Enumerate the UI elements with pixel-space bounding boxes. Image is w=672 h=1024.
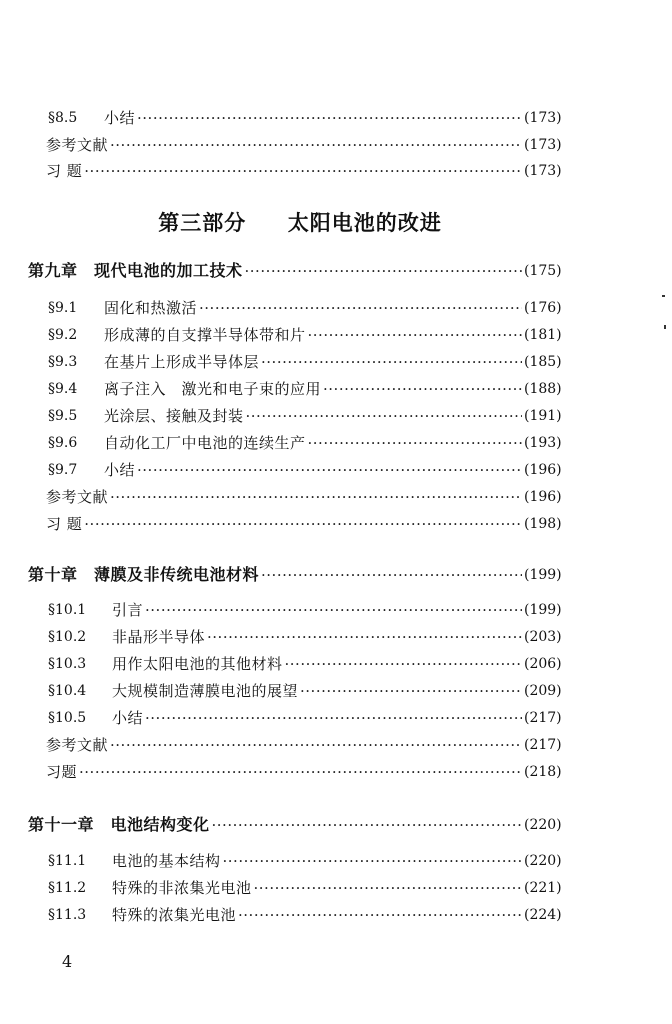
entry-title: 用作太阳电池的其他材料: [112, 655, 283, 673]
leader-dots: [112, 903, 522, 927]
entry-title: 特殊的浓集光电池: [112, 906, 237, 924]
entry-title: 自动化工厂中电池的连续生产: [104, 434, 306, 452]
toc-misc-row: [0, 133, 672, 157]
leader-dots: [46, 760, 522, 784]
entry-title: 参考文献: [46, 488, 109, 506]
leader-dots: [104, 377, 522, 401]
toc-misc-row: [0, 512, 672, 536]
section-number: §11.2: [48, 880, 87, 896]
entry-title: 引言: [112, 601, 144, 619]
entry-title: 光涂层、接触及封装: [104, 407, 244, 425]
leader-dots: [28, 563, 522, 587]
entry-title: 参考文献: [46, 136, 109, 154]
page-ref: (173): [524, 163, 562, 179]
entry-title: 非晶形半导体: [112, 628, 206, 646]
section-number: §10.1: [48, 602, 87, 618]
page-ref: (173): [524, 110, 562, 126]
toc-chapter-row: [0, 563, 672, 587]
entry-title: 固化和热激活: [104, 299, 198, 317]
toc-section-row: [0, 404, 672, 428]
entry-title: 大规模制造薄膜电池的展望: [112, 682, 299, 700]
entry-title: 小结: [104, 461, 136, 479]
leader-dots: [112, 625, 522, 649]
toc-misc-row: [0, 733, 672, 757]
leader-dots: [104, 106, 522, 130]
section-number: §10.5: [48, 710, 87, 726]
page-ref: (193): [524, 435, 562, 451]
leader-dots: [46, 133, 522, 157]
entry-title: 小结: [104, 109, 136, 127]
entry-title: 参考文献: [46, 736, 109, 754]
page-ref: (188): [524, 381, 562, 397]
leader-dots: [104, 323, 522, 347]
entry-title: 形成薄的自支撑半导体带和片: [104, 326, 306, 344]
page-ref: (199): [524, 567, 562, 583]
part-title: 太阳电池的改进: [287, 210, 442, 235]
toc-section-row: [0, 106, 672, 130]
toc-section-row: [0, 350, 672, 374]
leader-dots: [104, 350, 522, 374]
scan-speck: [664, 325, 666, 329]
leader-dots: [46, 733, 522, 757]
chapter-title: 第十一章 电池结构变化: [28, 815, 210, 834]
entry-title: 小结: [112, 709, 144, 727]
entry-title: 习题: [46, 763, 78, 781]
entry-title: 在基片上形成半导体层: [104, 353, 260, 371]
toc-section-row: [0, 849, 672, 873]
leader-dots: [112, 876, 522, 900]
page-ref: (218): [524, 764, 562, 780]
leader-dots: [112, 679, 522, 703]
entry-title: 电池的基本结构: [112, 852, 221, 870]
leader-dots: [112, 706, 522, 730]
page-ref: (196): [524, 462, 562, 478]
page-ref: (181): [524, 327, 562, 343]
toc-section-row: [0, 377, 672, 401]
toc-section-row: [0, 625, 672, 649]
section-number: §9.5: [48, 408, 78, 424]
section-number: §9.1: [48, 300, 78, 316]
leader-dots: [28, 259, 522, 283]
part-number: 第三部分: [158, 210, 247, 235]
chapter-title: 第十章 薄膜及非传统电池材料: [28, 565, 260, 584]
leader-dots: [112, 849, 522, 873]
entry-title: 离子注入 激光和电子束的应用: [104, 380, 322, 398]
toc-section-row: [0, 458, 672, 482]
page-number: 4: [62, 952, 73, 971]
leader-dots: [46, 485, 522, 509]
toc-section-row: [0, 652, 672, 676]
section-number: §10.3: [48, 656, 87, 672]
leader-dots: [104, 458, 522, 482]
page-ref: (173): [524, 137, 562, 153]
toc-section-row: [0, 296, 672, 320]
toc-section-row: [0, 598, 672, 622]
leader-dots: [104, 296, 522, 320]
toc-section-row: [0, 431, 672, 455]
leader-dots: [46, 512, 522, 536]
page-ref: (176): [524, 300, 562, 316]
section-number: §9.4: [48, 381, 78, 397]
entry-title: 特殊的非浓集光电池: [112, 879, 252, 897]
page-ref: (175): [524, 263, 562, 279]
toc-chapter-row: [0, 259, 672, 283]
toc-misc-row: [0, 159, 672, 183]
section-number: §9.7: [48, 462, 78, 478]
section-number: §9.3: [48, 354, 78, 370]
section-number: §10.4: [48, 683, 87, 699]
page-ref: (224): [524, 907, 562, 923]
page-ref: (196): [524, 489, 562, 505]
page-ref: (221): [524, 880, 562, 896]
page-ref: (199): [524, 602, 562, 618]
leader-dots: [104, 404, 522, 428]
toc-misc-row: [0, 760, 672, 784]
section-number: §9.2: [48, 327, 78, 343]
page-ref: (217): [524, 710, 562, 726]
entry-title: 习 题: [46, 162, 83, 180]
part-heading: [0, 207, 600, 237]
page-ref: (203): [524, 629, 562, 645]
leader-dots: [112, 652, 522, 676]
entry-title: 习 题: [46, 515, 83, 533]
section-number: §10.2: [48, 629, 87, 645]
page-ref: (206): [524, 656, 562, 672]
toc-chapter-row: [0, 813, 672, 837]
leader-dots: [104, 431, 522, 455]
page-ref: (209): [524, 683, 562, 699]
page-ref: (185): [524, 354, 562, 370]
leader-dots: [46, 159, 522, 183]
toc-section-row: [0, 876, 672, 900]
section-number: §11.1: [48, 853, 87, 869]
page-ref: (191): [524, 408, 562, 424]
page-ref: (220): [524, 853, 562, 869]
section-number: §11.3: [48, 907, 87, 923]
section-number: §8.5: [48, 110, 78, 126]
page-ref: (198): [524, 516, 562, 532]
leader-dots: [112, 598, 522, 622]
toc-section-row: [0, 679, 672, 703]
page-ref: (217): [524, 737, 562, 753]
chapter-title: 第九章 现代电池的加工技术: [28, 261, 243, 280]
toc-section-row: [0, 323, 672, 347]
leader-dots: [28, 813, 522, 837]
toc-section-row: [0, 706, 672, 730]
scan-speck: [662, 295, 665, 297]
toc-misc-row: [0, 485, 672, 509]
section-number: §9.6: [48, 435, 78, 451]
toc-section-row: [0, 903, 672, 927]
page-ref: (220): [524, 817, 562, 833]
